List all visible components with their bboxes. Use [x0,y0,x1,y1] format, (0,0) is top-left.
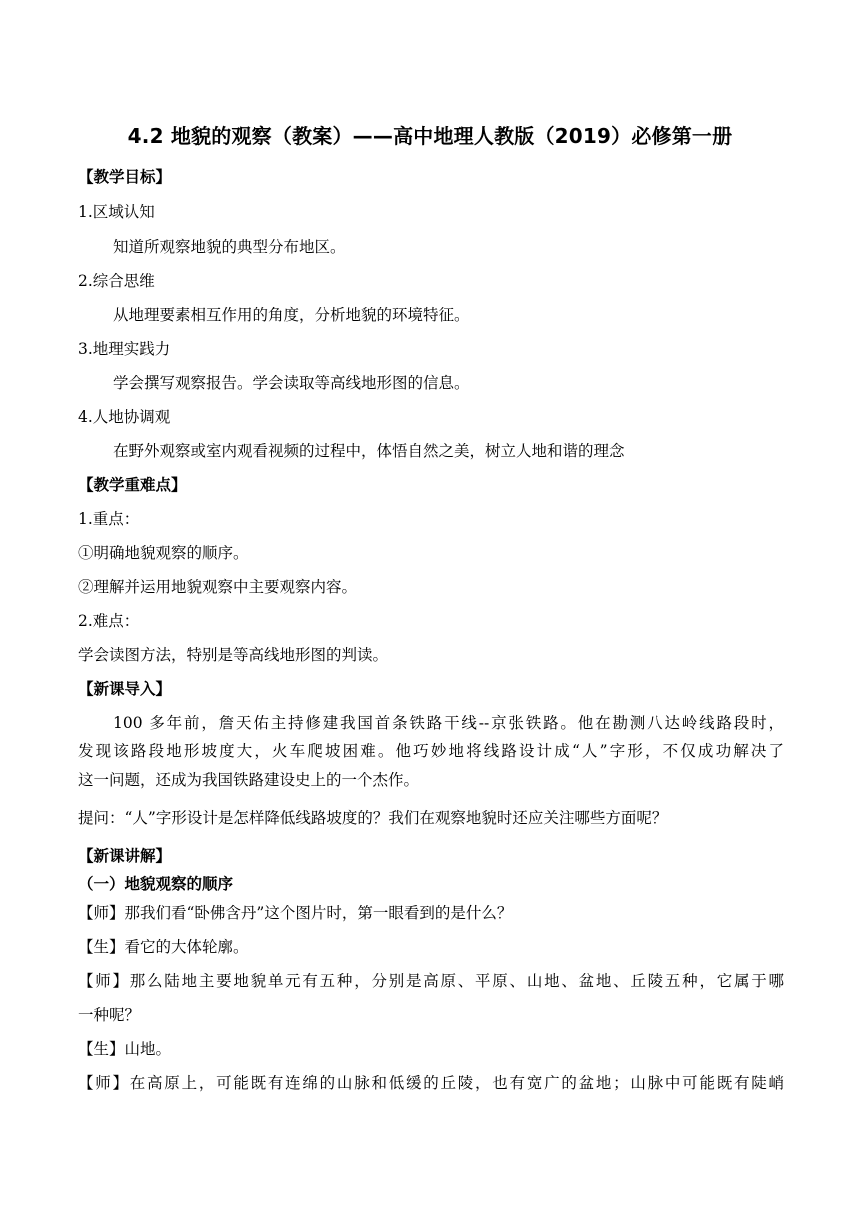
dialogue-line: 【生】看它的大体轮廓。 [78,938,249,956]
dialogue-line: 【师】那我们看“卧佛含丹”这个图片时，第一眼看到的是什么？ [78,904,513,922]
intro-paragraph-line: 100 多年前，詹天佑主持修建我国首条铁路干线--京张铁路。他在勘测八达岭线路段时， [113,714,784,732]
objective-text: 知道所观察地貌的典型分布地区。 [113,238,346,256]
subsection-heading: （一）地貌观察的顺序 [78,875,234,893]
intro-paragraph-line: 发现该路段地形坡度大，火车爬坡困难。他巧妙地将线路设计成“人”字形，不仅成功解决了 [78,742,784,760]
objective-heading: 3.地理实践力 [78,340,171,358]
dialogue-line: 【生】山地。 [78,1040,172,1058]
objective-heading: 2.综合思维 [78,272,155,290]
dialogue-line: 【师】在高原上，可能既有连绵的山脉和低缓的丘陵，也有宽广的盆地；山脉中可能既有陡峭 [78,1074,784,1092]
difficulty-heading: 2.难点： [78,612,140,630]
document-title: 4.2 地貌的观察（教案）——高中地理人教版（2019）必修第一册 [127,124,733,148]
section-heading-objectives: 【教学目标】 [78,168,172,186]
section-heading-intro: 【新课导入】 [78,680,172,698]
key-point-item: ①明确地貌观察的顺序。 [78,544,249,562]
objective-text: 在野外观察或室内观看视频的过程中，体悟自然之美，树立人地和谐的理念 [113,442,625,460]
intro-question: 提问：“人”字形设计是怎样降低线路坡度的？我们在观察地貌时还应关注哪些方面呢？ [78,809,668,827]
intro-paragraph-line: 这一问题，还成为我国铁路建设史上的一个杰作。 [78,771,420,789]
objective-heading: 4.人地协调观 [78,408,171,426]
objective-text: 学会撰写观察报告。学会读取等高线地形图的信息。 [113,374,470,392]
key-point-item: ②理解并运用地貌观察中主要观察内容。 [78,578,358,596]
objective-heading: 1.区域认知 [78,203,155,221]
dialogue-line: 【师】那么陆地主要地貌单元有五种，分别是高原、平原、山地、盆地、丘陵五种，它属于哪 [78,972,784,990]
dialogue-line: 一种呢？ [78,1006,141,1024]
section-heading-lecture: 【新课讲解】 [78,847,172,865]
difficulty-item: 学会读图方法，特别是等高线地形图的判读。 [78,646,389,664]
section-heading-key-points: 【教学重难点】 [78,476,187,494]
objective-text: 从地理要素相互作用的角度，分析地貌的环境特征。 [113,306,470,324]
key-point-heading: 1.重点： [78,510,140,528]
